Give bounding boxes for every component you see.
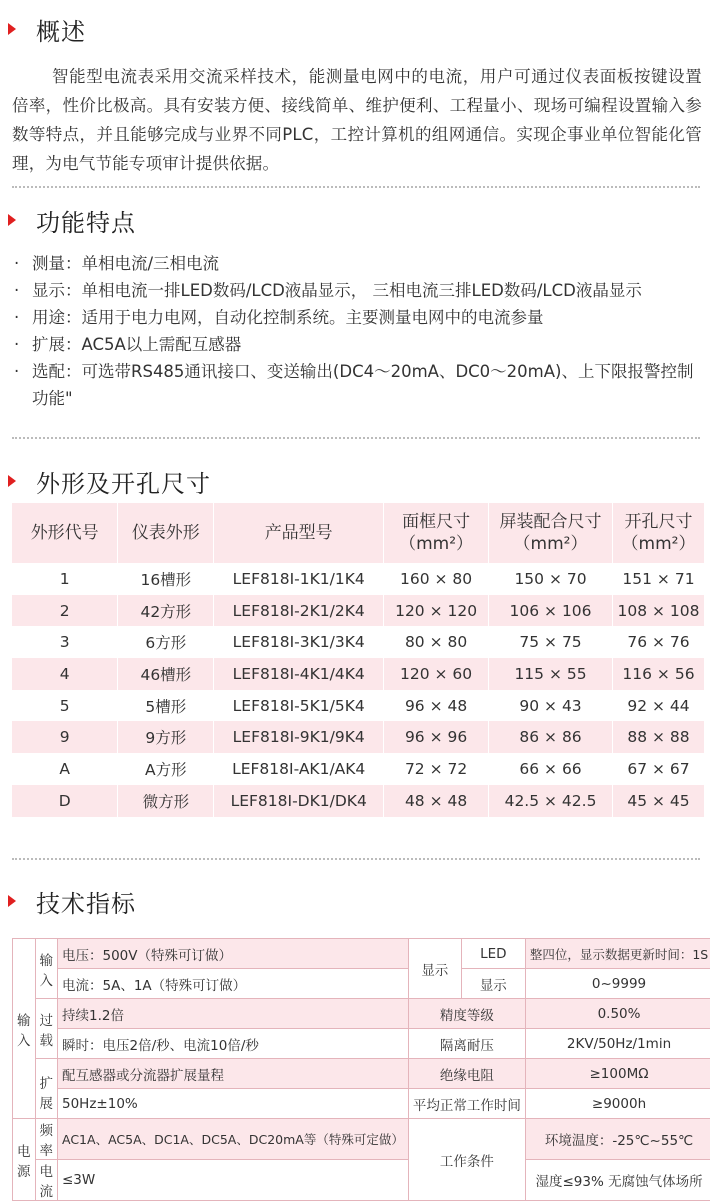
table-cell: 108 × 108 (612, 595, 704, 627)
spec-label: 显示 (408, 939, 461, 999)
dimensions-table (12, 503, 705, 817)
col-header: 开孔尺寸 （mm²） (612, 503, 704, 563)
section-title: 概述 (36, 12, 86, 47)
table-cell: 5 (12, 690, 118, 722)
spec-value: 0~9999 (525, 969, 710, 999)
red-triangle-icon (8, 23, 16, 35)
spec-value: 环境温度：-25℃~55℃ (525, 1119, 710, 1160)
spec-value: 瞬时：电压2倍/秒、电流10倍/秒 (58, 1029, 409, 1059)
table-cell: 9方形 (118, 721, 214, 753)
table-row (12, 658, 705, 690)
spec-label: LED (461, 939, 525, 969)
table-row (12, 690, 705, 722)
table-cell: 116 × 56 (612, 658, 704, 690)
table-cell: LEF818I-3K1/3K4 (214, 626, 384, 658)
col-header: 产品型号 (214, 503, 384, 563)
spec-value: 电压：500V（特殊可订做） (58, 939, 409, 969)
table-cell: 75 × 75 (489, 626, 613, 658)
table-cell: 92 × 44 (612, 690, 704, 722)
table-cell: 46槽形 (118, 658, 214, 690)
table-cell: 48 × 48 (384, 785, 489, 817)
list-item: · 显示：单相电流一排LED数码/LCD液晶显示， 三相电流三排LED数码/LCD液晶显示 (14, 277, 706, 304)
spec-label: 绝缘电阻 (408, 1059, 525, 1089)
table-cell: LEF818I-9K1/9K4 (214, 721, 384, 753)
table-row (13, 969, 710, 999)
table-row (12, 626, 705, 658)
spec-label: 输入 (35, 939, 58, 999)
table-cell: 9 (12, 721, 118, 753)
features-heading (8, 205, 136, 235)
table-cell: LEF818I-5K1/5K4 (214, 690, 384, 722)
list-item: · 用途：适用于电力电网，自动化控制系统。主要测量电网中的电流参量 (14, 304, 706, 331)
spec-label: 扩展 (35, 1059, 58, 1119)
spec-value: 持续1.2倍 (58, 999, 409, 1029)
table-cell: 96 × 48 (384, 690, 489, 722)
table-cell: LEF818I-1K1/1K4 (214, 563, 384, 595)
spec-value: AC1A、AC5A、DC1A、DC5A、DC20mA等（特殊可定做） (58, 1119, 409, 1160)
spec-label: 输入 (13, 939, 36, 1119)
col-header: 面框尺寸 （mm²） (384, 503, 489, 563)
table-row (13, 1059, 710, 1089)
spec-label: 电源 (13, 1119, 36, 1201)
spec-value: 50Hz±10% (58, 1089, 409, 1119)
tech-heading (8, 886, 136, 916)
spec-label: 显示 (461, 969, 525, 999)
col-header: 外形代号 (12, 503, 118, 563)
table-cell: 160 × 80 (384, 563, 489, 595)
table-cell: 微方形 (118, 785, 214, 817)
table-row (12, 753, 705, 785)
overview-heading (8, 14, 86, 44)
spec-label: 工作条件 (408, 1119, 525, 1201)
table-row (12, 721, 705, 753)
spec-value: ≤3W (58, 1160, 409, 1201)
list-item: · 测量：单相电流/三相电流 (14, 250, 706, 277)
table-cell: 151 × 71 (612, 563, 704, 595)
spec-label: 频率 (35, 1119, 58, 1160)
table-cell: 66 × 66 (489, 753, 613, 785)
table-row (13, 1119, 710, 1160)
table-cell: 45 × 45 (612, 785, 704, 817)
spec-value: 配互感器或分流器扩展量程 (58, 1059, 409, 1089)
table-cell: 67 × 67 (612, 753, 704, 785)
section-title: 技术指标 (36, 884, 136, 919)
table-cell: 42.5 × 42.5 (489, 785, 613, 817)
dimensions-heading (8, 466, 211, 496)
table-cell: 1 (12, 563, 118, 595)
spec-value: ≥100MΩ (525, 1059, 710, 1089)
table-cell: 115 × 55 (489, 658, 613, 690)
table-row (13, 1089, 710, 1119)
red-triangle-icon (8, 214, 16, 226)
spec-label: 过载 (35, 999, 58, 1059)
spec-value: ≥9000h (525, 1089, 710, 1119)
list-item: · 选配：可选带RS485通讯接口、变送输出(DC4～20mA、DC0～20mA)、上下限报警控制功能" (14, 358, 706, 412)
spec-value: 2KV/50Hz/1min (525, 1029, 710, 1059)
spec-value: 0.50% (525, 999, 710, 1029)
table-cell: 2 (12, 595, 118, 627)
spec-label: 平均正常工作时间 (408, 1089, 525, 1119)
table-cell: A (12, 753, 118, 785)
spec-label: 精度等级 (408, 999, 525, 1029)
red-triangle-icon (8, 895, 16, 907)
table-cell: 6方形 (118, 626, 214, 658)
table-row (13, 1160, 710, 1201)
table-cell: 16槽形 (118, 563, 214, 595)
table-cell: 90 × 43 (489, 690, 613, 722)
table-cell: 120 × 60 (384, 658, 489, 690)
table-row (12, 785, 705, 817)
spec-label: 隔离耐压 (408, 1029, 525, 1059)
table-header-row (12, 503, 705, 563)
col-header: 仪表外形 (118, 503, 214, 563)
list-item: · 扩展：AC5A以上需配互感器 (14, 331, 706, 358)
section-title: 功能特点 (36, 203, 136, 238)
table-cell: 4 (12, 658, 118, 690)
table-cell: 96 × 96 (384, 721, 489, 753)
overview-text: 智能型电流表采用交流采样技术，能测量电网中的电流，用户可通过仪表面板按键设置倍率，性价比极高。具有安装方便、接线简单、维护便利、工程量小、现场可编程设置输入参数等特点，并且能够完成与业界不同PLC，工控计算机的组网通信。实现企事业单位智能化管理，为电气节能专项审计提供依据。 (12, 62, 702, 178)
features-list (14, 250, 706, 412)
table-cell: LEF818I-4K1/4K4 (214, 658, 384, 690)
table-cell: LEF818I-AK1/AK4 (214, 753, 384, 785)
table-cell: A方形 (118, 753, 214, 785)
table-row (12, 563, 705, 595)
divider (12, 437, 700, 439)
spec-label: 电流 (35, 1160, 58, 1201)
table-row (13, 939, 710, 969)
table-cell: 80 × 80 (384, 626, 489, 658)
spec-value: 电流：5A、1A（特殊可订做） (58, 969, 409, 999)
red-triangle-icon (8, 475, 16, 487)
table-cell: 106 × 106 (489, 595, 613, 627)
table-row (13, 1029, 710, 1059)
table-cell: 120 × 120 (384, 595, 489, 627)
table-row (13, 999, 710, 1029)
tech-spec-table (12, 938, 710, 1201)
table-cell: 76 × 76 (612, 626, 704, 658)
spec-value: 湿度≤93% 无腐蚀气体场所 (525, 1160, 710, 1201)
table-cell: D (12, 785, 118, 817)
table-cell: 3 (12, 626, 118, 658)
table-cell: 150 × 70 (489, 563, 613, 595)
table-cell: LEF818I-DK1/DK4 (214, 785, 384, 817)
table-cell: 5槽形 (118, 690, 214, 722)
divider (12, 858, 700, 860)
table-row (12, 595, 705, 627)
table-cell: 88 × 88 (612, 721, 704, 753)
divider (12, 186, 700, 188)
table-cell: LEF818I-2K1/2K4 (214, 595, 384, 627)
col-header: 屏装配合尺寸 （mm²） (489, 503, 613, 563)
table-cell: 42方形 (118, 595, 214, 627)
table-cell: 86 × 86 (489, 721, 613, 753)
table-cell: 72 × 72 (384, 753, 489, 785)
section-title: 外形及开孔尺寸 (36, 464, 211, 499)
spec-value: 整四位，显示数据更新时间：1S (525, 939, 710, 969)
